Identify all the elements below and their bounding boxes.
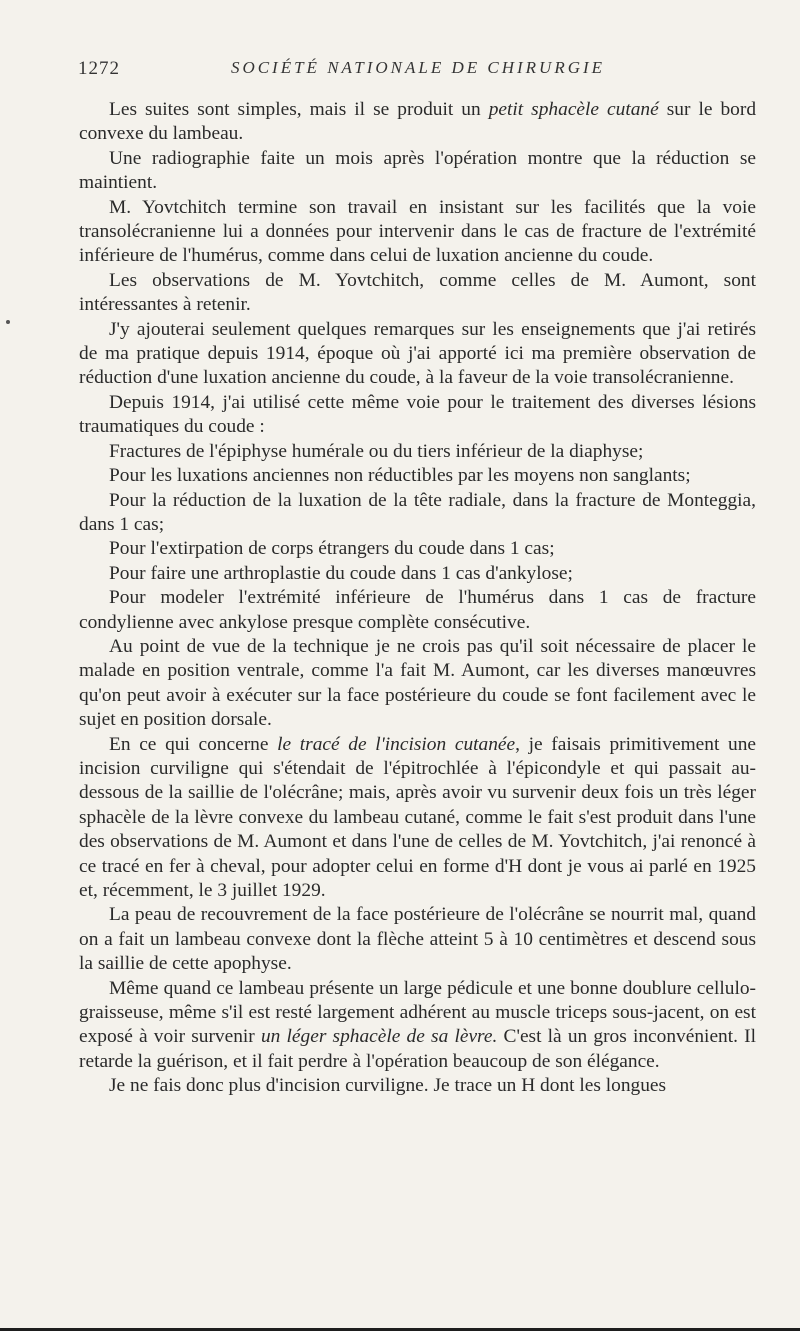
text-run: Je ne fais donc plus d'incision curviligne. Je trace un H dont les longues — [109, 1075, 667, 1097]
page-header — [78, 56, 758, 84]
paragraph — [79, 562, 756, 586]
paragraph — [79, 318, 756, 391]
text-run: C'est là un gros inconvénient. Il retarde la guérison, et il fait perdre à l'opération beaucoup de son élégance. — [79, 1026, 757, 1072]
body-text — [79, 98, 756, 1099]
paragraph — [79, 586, 756, 635]
paragraph — [79, 391, 756, 440]
paragraph — [79, 440, 756, 464]
text-run: Une radiographie faite un mois après l'opération montre que la réduction se maintient. — [79, 147, 756, 194]
text-run: Pour les luxations anciennes non réductibles par les moyens non sanglants; — [109, 465, 691, 487]
text-run: Depuis 1914, j'ai utilisé cette même voie pour le traitement des diverses lésions traumatiques du coude : — [79, 391, 756, 438]
paragraph — [79, 464, 756, 488]
text-run: Même quand ce lambeau présente un large pédicule et une bonne doublure cellulo-graisseuse, même s'il est resté largement adhérent au muscle triceps sous-jacent, on est exposé à voir survenir — [79, 977, 756, 1048]
text-run: M. Yovtchitch termine son travail en insistant sur les facilités que la voie transolécranienne lui a données pour intervenir dans le cas de fracture de l'extrémité inférieure de l'humérus, comme dans celui de luxation ancienne du coude. — [79, 196, 756, 267]
text-run: Pour l'extirpation de corps étrangers du coude dans 1 cas; — [109, 538, 555, 560]
text-run: sur le bord convexe du lambeau. — [79, 99, 757, 145]
paragraph — [79, 1074, 756, 1098]
text-run: Les suites sont simples, mais il se produit un — [109, 99, 489, 120]
paragraph — [79, 147, 756, 196]
paragraph — [79, 98, 756, 147]
text-run: La peau de recouvrement de la face postérieure de l'olécrâne se nourrit mal, quand on a fait un lambeau convexe dont la flèche atteint 5 à 10 centimètres et descend sous la saillie de cette apophyse. — [79, 904, 756, 975]
paragraph — [79, 196, 756, 269]
text-run: Pour faire une arthroplastie du coude dans 1 cas d'ankylose; — [109, 562, 573, 584]
text-run: Pour la réduction de la luxation de la tête radiale, dans la fracture de Monteggia, dans 1 cas; — [79, 489, 756, 535]
page-number: 1272 — [78, 58, 120, 79]
text-run: Fractures de l'épiphyse humérale ou du tiers inférieur de la diaphyse; — [109, 440, 644, 462]
text-run: J'y ajouterai seulement quelques remarques sur les enseignements que j'ai retirés de ma pratique depuis 1914, époque où j'ai apporté ici ma première observation de réduction d'une luxation ancienne du coude, à la faveur de la voie transolécranienne. — [79, 318, 756, 389]
italic-phrase: un léger sphacèle de sa lèvre. — [260, 1026, 498, 1048]
margin-mark — [6, 320, 10, 324]
text-run: Pour modeler l'extrémité inférieure de l'humérus dans 1 cas de fracture condylienne avec ankylose presque complète consécutive. — [79, 587, 756, 633]
text-run: Les observations de M. Yovtchitch, comme celles de M. Aumont, sont intéressantes à retenir. — [79, 269, 756, 316]
paragraph — [79, 733, 756, 904]
paragraph — [79, 269, 756, 318]
paragraph — [79, 489, 756, 538]
text-run: En ce qui concerne — [109, 733, 278, 755]
paragraph — [79, 537, 756, 561]
text-run: Au point de vue de la technique je ne crois pas qu'il soit nécessaire de placer le malade en position ventrale, comme l'a fait M. Aumont, car les diverses manœuvres qu'on peut avoir à exécuter sur la face postérieure du coude se font facilement avec le sujet en position dorsale. — [79, 635, 756, 731]
italic-phrase: le tracé de l'incision cutanée — [277, 733, 516, 755]
italic-phrase: petit sphacèle cutané — [488, 99, 659, 120]
paragraph — [79, 977, 756, 1075]
text-run: , je faisais primitivement une incision curviligne qui s'étendait de l'épitrochlée à l'épicondyle et qui passait au-dessous de la saillie de l'olécrâne; mais, après avoir vu survenir deux fois un très léger sphacèle de la lèvre convexe du lambeau cutané, comme le fait s'est produit dans l'une des observations de M. Aumont et dans l'une de celles de M. Yovtchitch, j'ai renoncé à ce tracé en fer à cheval, pour adopter celui en forme d'H dont je vous ai parlé en 1925 et, récemment, le 3 juillet 1929. — [79, 733, 757, 901]
running-title: SOCIÉTÉ NATIONALE DE CHIRURGIE — [230, 58, 606, 77]
paragraph — [79, 635, 756, 733]
paragraph — [79, 903, 756, 976]
